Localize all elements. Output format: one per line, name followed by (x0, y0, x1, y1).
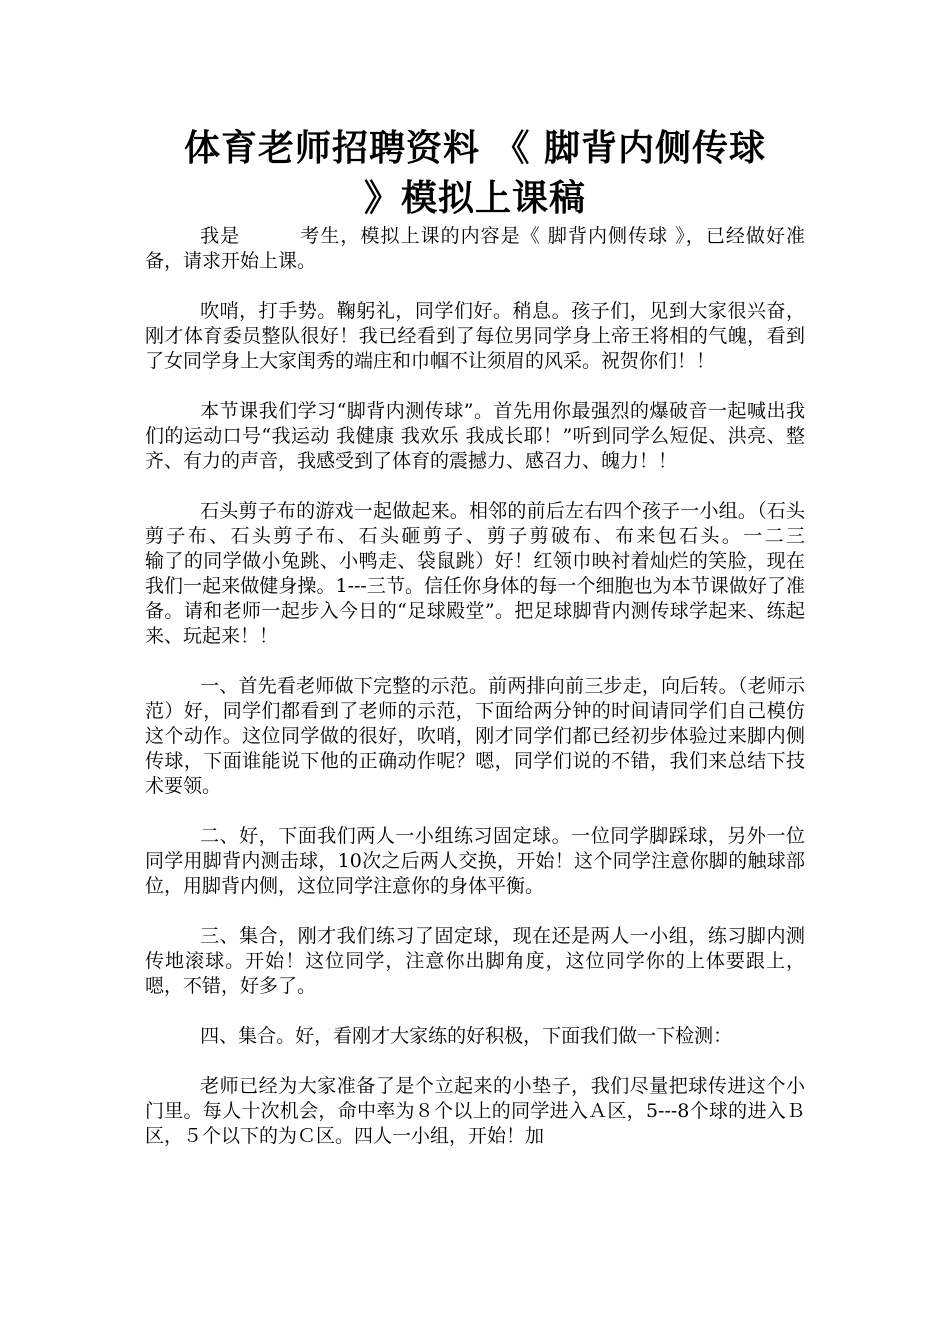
paragraph-slogan: 本节课我们学习“脚背内测传球”。首先用你最强烈的爆破音一起喊出我们的运动口号“我运动 我健康 我欢乐 我成长耶！”听到同学么短促、洪亮、整齐、有力的声音，我感受到了体育的震撼力、感召力、魄力！！ (145, 400, 805, 472)
title-line-1: 体育老师招聘资料 《 脚背内侧传球 (183, 128, 767, 169)
paragraph-test: 老师已经为大家准备了是个立起来的小垫子，我们尽量把球传进这个小门里。每人十次机会，命中率为８个以上的同学进入Ａ区，5---8个球的进入Ｂ区，５个以下的为Ｃ区。四人一小组，开始！加 (145, 1075, 805, 1147)
paragraph-step-2: 二、好，下面我们两人一小组练习固定球。一位同学脚踩球，另外一位同学用脚背内测击球，10次之后两人交换，开始！这个同学注意你脚的触球部位，用脚背内侧，这位同学注意你的身体平衡。 (145, 825, 805, 897)
document-body (145, 224, 863, 1174)
document-title (130, 124, 820, 224)
title-line-2: 》模拟上课稿 (363, 178, 586, 219)
paragraph-greeting: 吹哨，打手势。鞠躬礼，同学们好。稍息。孩子们，见到大家很兴奋，刚才体育委员整队很好！我已经看到了每位男同学身上帝王将相的气魄，看到了女同学身上大家闺秀的端庄和巾帼不让须眉的风采。祝贺你们！！ (145, 300, 805, 372)
paragraph-step-4: 四、集合。好，看刚才大家练的好积极，下面我们做一下检测： (200, 1025, 733, 1047)
paragraph-step-1: 一、首先看老师做下完整的示范。前两排向前三步走，向后转。（老师示范）好，同学们都看到了老师的示范，下面给两分钟的时间请同学们自己模仿这个动作。这位同学做的很好，吹哨，刚才同学们都已经初步体验过来脚内侧传球，下面谁能说下他的正确动作呢？嗯，同学们说的不错，我们来总结下技术要领。 (145, 675, 805, 797)
paragraph-warmup: 石头剪子布的游戏一起做起来。相邻的前后左右四个孩子一小组。（石头剪子布、石头剪子布、石头砸剪子、剪子剪破布、布来包石头。一二三 输了的同学做小兔跳、小鸭走、袋鼠跳）好！红领巾映衬着灿烂的笑脸，现在我们一起来做健身操。1---三节。信任你身体的每一个细胞也为本节课做好了准备。请和老师一起步入今日的“足球殿堂”。把足球脚背内测传球学起来、练起来、玩起来！！ (145, 500, 863, 647)
paragraph-intro: 我是 考生，模拟上课的内容是《 脚背内侧传球 》，已经做好准备，请求开始上课。 (145, 225, 805, 272)
paragraph-step-3: 三、集合，刚才我们练习了固定球，现在还是两人一小组，练习脚内测传地滚球。开始！这位同学，注意你出脚角度，这位同学你的上体要跟上，嗯，不错，好多了。 (145, 925, 805, 997)
